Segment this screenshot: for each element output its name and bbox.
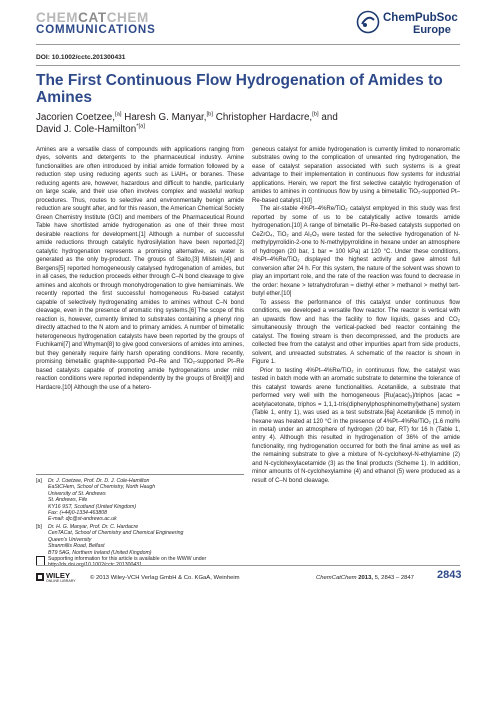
- author-affiliation: [b]: [312, 111, 319, 118]
- journal-title: CHEMCATCHEM: [36, 10, 149, 25]
- journal-citation: [316, 575, 414, 581]
- copyright-line: © 2013 Wiley-VCH Verlag GmbH & Co. KGaA, Weinheim: [90, 575, 240, 581]
- supporting-info-note: [36, 556, 244, 569]
- publisher-name: ChemPubSoc: [383, 12, 458, 24]
- wiley-library-label: ONLINE LIBRARY: [46, 579, 76, 583]
- publisher-region: Europe: [413, 24, 451, 36]
- body-paragraph: geneous catalyst for amide hydrogenation is currently limited to nonaromatic substrates owing to the complication of unwanted ring hydrogenation, the ease of catalyst separation associated with such systems is a great advantage to their implementation in continuous flow systems for industrial applications. Herein, we report the first selective catalytic hydrogenation of amides to amines in continuous flow by using a bimetallic TiO₂-supported Pt–Re-based catalyst.[10]: [252, 147, 460, 204]
- footnote-line: St. Andrews, Fife: [48, 497, 88, 504]
- author-list: [36, 112, 456, 136]
- footnote-line: Dr. H. G. Manyar, Prof. Dr. C. Hardacre: [48, 524, 139, 530]
- footnote-line: BT9 5AG, Northern Ireland (United Kingdom): [48, 549, 152, 556]
- author-name: Haresh G. Manyar,: [124, 112, 207, 123]
- footnote-line: KY16 9ST, Scotland (United Kingdom): [48, 503, 137, 510]
- author-name: Christopher Hardacre,: [215, 112, 313, 123]
- body-paragraph: Prior to testing 4%Pt–4%Re/TiO₂ in continuous flow, the catalyst was tested in batch mode with an aromatic substrate to determine the tolerance of this catalyst towards arene functionalities. Acetanilide, a substrate that performed very well with the homogeneous [Ru(acac)₃]/triphos [acac = acetylacetonate, triphos = 1,1,1-tris(diphenylphosphinomethyl)ethane] system (Table 1, entry 1), was used as a test substrate.[6a] Acetanilide (5 mmol) in hexane was heated at 120 °C in the presence of 4%Pt–4%Re/TiO₂ (1.6 mol% in metal) under an atmosphere of hydrogen (20 bar, RT) for 16 h (Table 1, entry 4). Although this resulted in hydrogenation of 36% of the amide functionality, ring hydrogenation occurred for both the final amine as well as the remaining substrate to give a mixture of N-cyclohexyl-N-ethylamine (2) and N-cyclohexylacetamide (3) as the final products (Scheme 1). In addition, minor amounts of N-cyclohexylamine (4) and ethanol (5) were produced as a result of C–N bond cleavage.: [252, 367, 460, 484]
- author-affiliation: [b]: [206, 111, 214, 118]
- publisher-logo: [356, 10, 474, 40]
- footnote-line: Fax: (+44)0-1334-463808: [48, 510, 107, 517]
- left-column: [36, 146, 244, 392]
- footnote-divider: [36, 474, 244, 475]
- doi-divider: [36, 65, 460, 66]
- chempubsoc-emblem-icon: [356, 10, 380, 34]
- footnote-line: Stranmillis Road, Belfast: [48, 543, 105, 550]
- footnote-tag: [b]: [36, 524, 42, 530]
- doi-line[interactable]: DOI: 10.1002/cctc.201300431: [36, 54, 126, 61]
- footnote-email[interactable]: E-mail: djc@st-andrews.ac.uk: [48, 516, 117, 523]
- section-label: COMMUNICATIONS: [36, 24, 156, 36]
- footnote-line: EaStCHem, School of Chemistry, North Haugh: [48, 484, 156, 491]
- journal-volume-pages: 5, 2843 – 2847: [374, 575, 414, 581]
- author-name: David J. Cole-Hamilton: [36, 124, 137, 135]
- wiley-logo: [36, 572, 76, 584]
- footer-divider: [36, 565, 460, 566]
- body-paragraph: To assess the performance of this catalyst under continuous flow conditions, we developed a versatile flow reactor. The reactor is vertical with an upwards flow and has the facility to flow liquids, gases and CO₂ simultaneously through the vertical-packed bed reactor containing the catalyst. The flowing stream is then decompressed, and the products are collected free from the catalyst and other impurities apart from side products, solvent, and unreacted substrates. A schematic of the reactor is shown in Figure 1.: [252, 299, 460, 366]
- body-paragraph: Amines are a versatile class of compounds with applications ranging from dyes, solvents and detergents to the pharmaceutical industry. Amine functionalities are often introduced by initial amide formation followed by a reduction step using reducing agents such as LiAlH₄ or boranes. These reducing agents are, however, hazardous and difficult to handle, particularly on large scale, and their use often involves complex and wasteful workup procedures. Thus, routes to selective and environmentally benign amide reduction are sought after, and for this reason, the American Chemical Society Green Chemistry Institute (GCI) and members of the Pharmaceutical Round Table have shortlisted amide hydrogenation as one of their three most desirable reactions for development.[1] Although a number of successful amide reductions through catalytic hydrosilylation have been reported,[2] catalytic hydrogenation represents a promising alternative, as water is generated as the only by-product. The groups of Saito,[3] Milstein,[4] and Bergens[5] reported homogeneously catalysed hydrogenation of amides, but in all cases, the reduction proceeds either through C–N bond cleavage to give amines and alcohols or through monohydrogenation to give hemiaminals. We recently reported the first successful homogeneous Ru-based catalyst capable of selectively hydrogenating amides to amines without C–N bond cleavage, even in the presence of aromatic ring systems.[6] The scope of this reaction is, however, currently limited to substrates containing a phenyl ring directly attached to the N atom and to primary amides. A number of bimetallic heterogeneous hydrogenation catalysts have been reported by the groups of Fuchikami[7] and Whyman[8] to give good conversions of amides into amines, but they generally require fairly harsh operating conditions. More recently, promising bimetallic graphite-supported Pd–Re and TiO₂-supported Pt–Re based catalysts capable of promoting amide hydrogenations under mild reaction conditions were reported independently by the groups of Breit[9] and Hardacre.[10] Although the use of a hetero-: [36, 147, 244, 391]
- footnote-line: Dr. J. Coetzee, Prof. Dr. D. J. Cole-Hamilton: [48, 478, 150, 484]
- page-number: 2843: [437, 569, 462, 581]
- right-column: [252, 146, 460, 485]
- supporting-info-text[interactable]: Supporting information for this article is available on the WWW under http://dx.doi.org/10.1002/cctc.201300431.: [48, 556, 207, 569]
- author-conjunction: and: [321, 112, 338, 123]
- journal-year: 2013,: [358, 575, 373, 581]
- article-title: The First Continuous Flow Hydrogenation of Amides to Amines: [36, 72, 443, 106]
- body-paragraph: The air-stable 4%Pt–4%Re/TiO₂ catalyst employed in this study was first reported by some of us to be catalytically active towards amide hydrogenation.[10] A range of bimetallic Pt–Re-based catalysts supported on CeZrO₄, TiO₂ and Al₂O₃ were tested for the selective hydrogenation of N-methylpyrrolidin-2-one to N-methylpyrrolidine in hexane under an atmosphere of hydrogen (20 bar, 1 bar = 100 kPa) at 120 °C. Under these conditions, 4%Pt–4%Re/TiO₂ displayed the highest activity and gave almost full conversion after 24 h. For this system, the nature of the solvent was shown to play an important role, and the rate of the reaction was found to decrease in the order: hexane > tetrahydrofuran ≈ diethyl ether > methanol > methyl tert-butyl ether.[10]: [252, 206, 460, 298]
- affiliation-footnote: [36, 524, 244, 556]
- journal-name: ChemCatChem: [316, 575, 357, 581]
- affiliation-footnote: [36, 478, 244, 523]
- author-affiliation: [a]: [114, 111, 122, 118]
- header-divider: [36, 44, 460, 45]
- author-name: Jacorien Coetzee,: [36, 112, 115, 123]
- footnote-line: CenTACat, School of Chemistry and Chemical Engineering: [48, 530, 184, 537]
- footnote-tag: [a]: [36, 478, 42, 484]
- footnote-line: Queen's University: [48, 536, 92, 543]
- wiley-mark-icon: [36, 573, 44, 581]
- wiley-wordmark: WILEY: [46, 571, 71, 580]
- author-affiliation: *[a]: [136, 123, 146, 130]
- footnote-line: University of St. Andrews: [48, 490, 106, 497]
